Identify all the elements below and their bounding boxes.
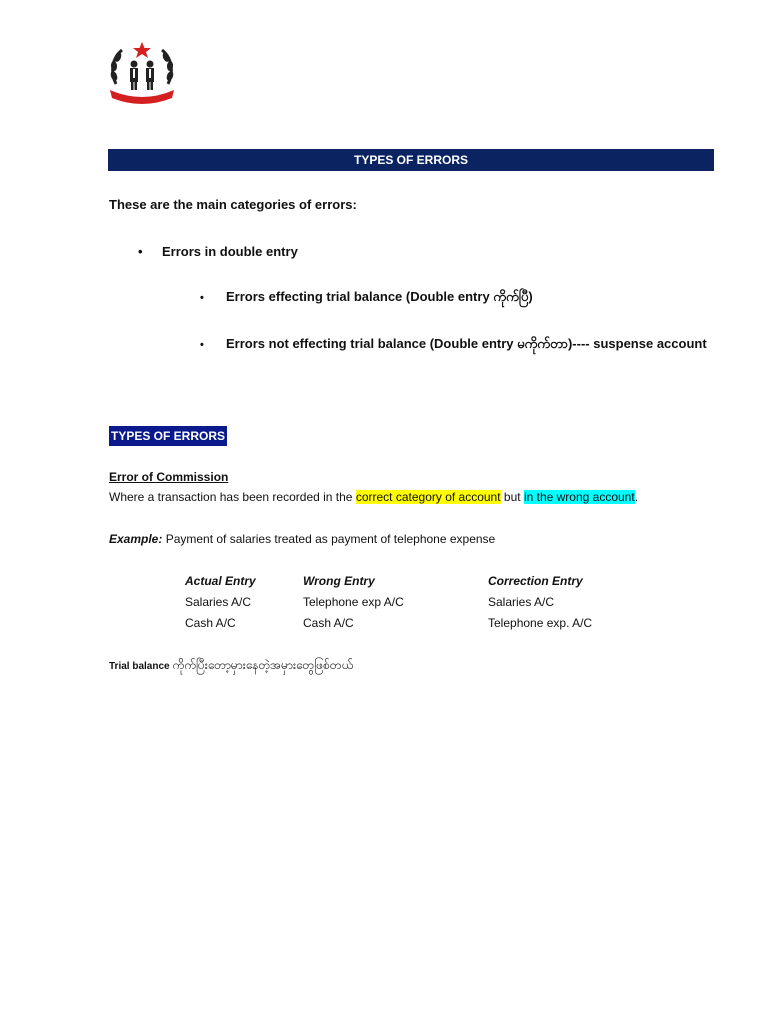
section-description	[109, 490, 638, 504]
page-title: TYPES OF ERRORS	[353, 153, 469, 167]
highlight-correct-category: correct category of account	[355, 490, 501, 504]
actual-entry-column	[185, 574, 256, 637]
desc-text: but	[500, 490, 524, 504]
trial-balance-note	[109, 657, 353, 675]
entry-cell: Telephone exp A/C	[303, 595, 404, 609]
section-badge: TYPES OF ERRORS	[109, 426, 227, 446]
bullet-dot-icon: •	[138, 244, 143, 259]
note-prefix: Trial balance	[109, 661, 173, 672]
example-label: Example:	[109, 532, 163, 546]
note-text: ကိုက်ပြီးတော့မှားနေတဲ့အမှားတွေဖြစ်တယ်	[172, 658, 354, 672]
entry-cell: Salaries A/C	[488, 595, 555, 609]
intro-text: These are the main categories of errors:	[109, 197, 357, 212]
wrong-entry-column	[303, 574, 404, 637]
sub-bullet-effecting	[200, 289, 533, 308]
bullet-dot-icon: •	[200, 292, 204, 304]
desc-text: .	[634, 490, 639, 504]
column-header: Correction Entry	[488, 574, 583, 588]
bullet-label: Errors in double entry	[162, 244, 298, 259]
example-line	[109, 532, 495, 546]
entry-cell: Cash A/C	[303, 616, 354, 630]
desc-text: Where a transaction has been recorded in the	[109, 490, 356, 504]
correction-entry-column	[488, 574, 592, 637]
company-logo	[106, 40, 178, 108]
sub-bullet-label: Errors not effecting trial balance (Double entry မကိုက်တာ)---- suspense account	[226, 336, 707, 351]
page-title-bar	[108, 149, 714, 171]
bullet-errors-double-entry	[138, 244, 298, 259]
sub-bullet-label: Errors effecting trial balance (Double entry ကိုက်ပြီ)	[226, 289, 533, 304]
logo-emblem-icon	[106, 40, 178, 108]
highlight-wrong-account: in the wrong account	[523, 490, 635, 504]
entry-cell: Cash A/C	[185, 616, 236, 630]
section-title: Error of Commission	[109, 470, 229, 484]
column-header: Wrong Entry	[303, 574, 375, 588]
example-text: Payment of salaries treated as payment of telephone expense	[162, 532, 496, 546]
bullet-dot-icon: •	[200, 339, 204, 351]
column-header: Actual Entry	[185, 574, 256, 588]
entry-cell: Telephone exp. A/C	[488, 616, 593, 630]
entry-cell: Salaries A/C	[185, 595, 252, 609]
sub-bullet-not-effecting	[200, 336, 707, 355]
